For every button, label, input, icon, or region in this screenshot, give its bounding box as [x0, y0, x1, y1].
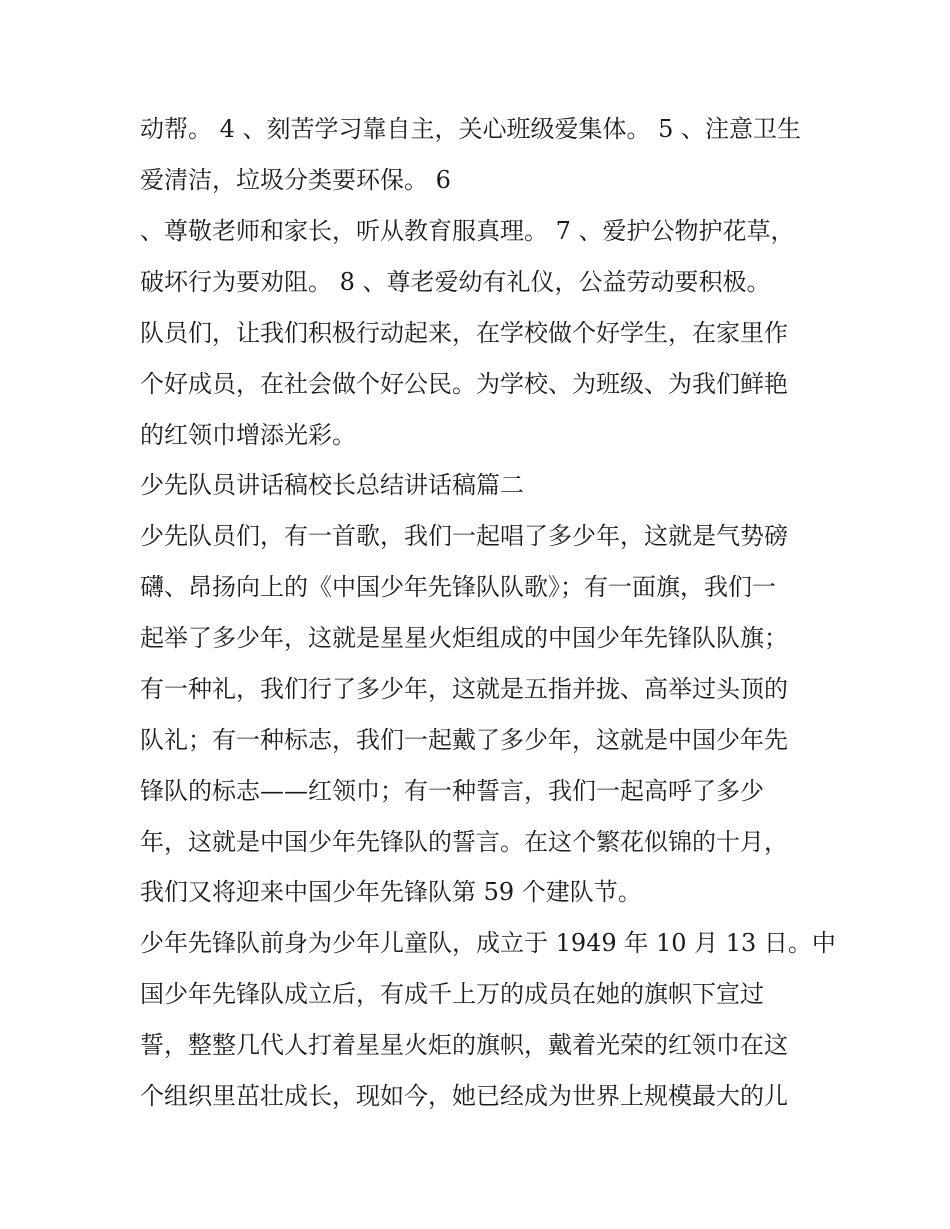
text-line: 的红领巾增添光彩。: [140, 421, 356, 449]
text-line: 礴、昂扬向上的《中国少年先锋队队歌》；有一面旗，我们一: [140, 573, 776, 601]
text-line: 我们又将迎来中国少年先锋队第 59 个建队节。: [140, 878, 642, 906]
text-line: 个组织里茁壮成长，现如今，她已经成为世界上规模最大的儿: [140, 1082, 788, 1110]
section-heading: 少先队员讲话稿校长总结讲话稿篇二: [140, 471, 524, 499]
text-line: 誓，整整几代人打着星星火炬的旗帜，戴着光荣的红领巾在这: [140, 1031, 788, 1059]
text-line: 、尊敬老师和家长，听从教育服真理。 7 、爱护公物护花草，: [140, 217, 795, 245]
text-line: 队员们，让我们积极行动起来，在学校做个好学生，在家里作: [140, 319, 788, 347]
text-line: 锋队的标志——红领巾；有一种誓言，我们一起高呼了多少: [140, 777, 764, 805]
text-line: 年，这就是中国少年先锋队的誓言。在这个繁花似锦的十月，: [140, 828, 788, 856]
text-line: 队礼；有一种标志，我们一起戴了多少年，这就是中国少年先: [140, 726, 788, 754]
text-line: 动帮。 4 、刻苦学习靠自主，关心班级爱集体。 5 、注意卫生: [140, 115, 802, 143]
text-line: 个好成员，在社会做个好公民。为学校、为班级、为我们鲜艳: [140, 370, 788, 398]
text-line: 少年先锋队前身为少年儿童队，成立于 1949 年 10 月 13 日。中: [140, 929, 836, 957]
text-line: 起举了多少年，这就是星星火炬组成的中国少年先锋队队旗；: [140, 624, 788, 652]
text-line: 爱清洁，垃圾分类要环保。 6: [140, 166, 451, 194]
text-line: 少先队员们，有一首歌，我们一起唱了多少年，这就是气势磅: [140, 522, 788, 550]
text-line: 国少年先锋队成立后，有成千上万的成员在她的旗帜下宣过: [140, 980, 764, 1008]
text-line: 破坏行为要劝阻。 8 、尊老爱幼有礼仪，公益劳动要积极。: [140, 268, 771, 296]
text-line: 有一种礼，我们行了多少年，这就是五指并拢、高举过头顶的: [140, 675, 788, 703]
